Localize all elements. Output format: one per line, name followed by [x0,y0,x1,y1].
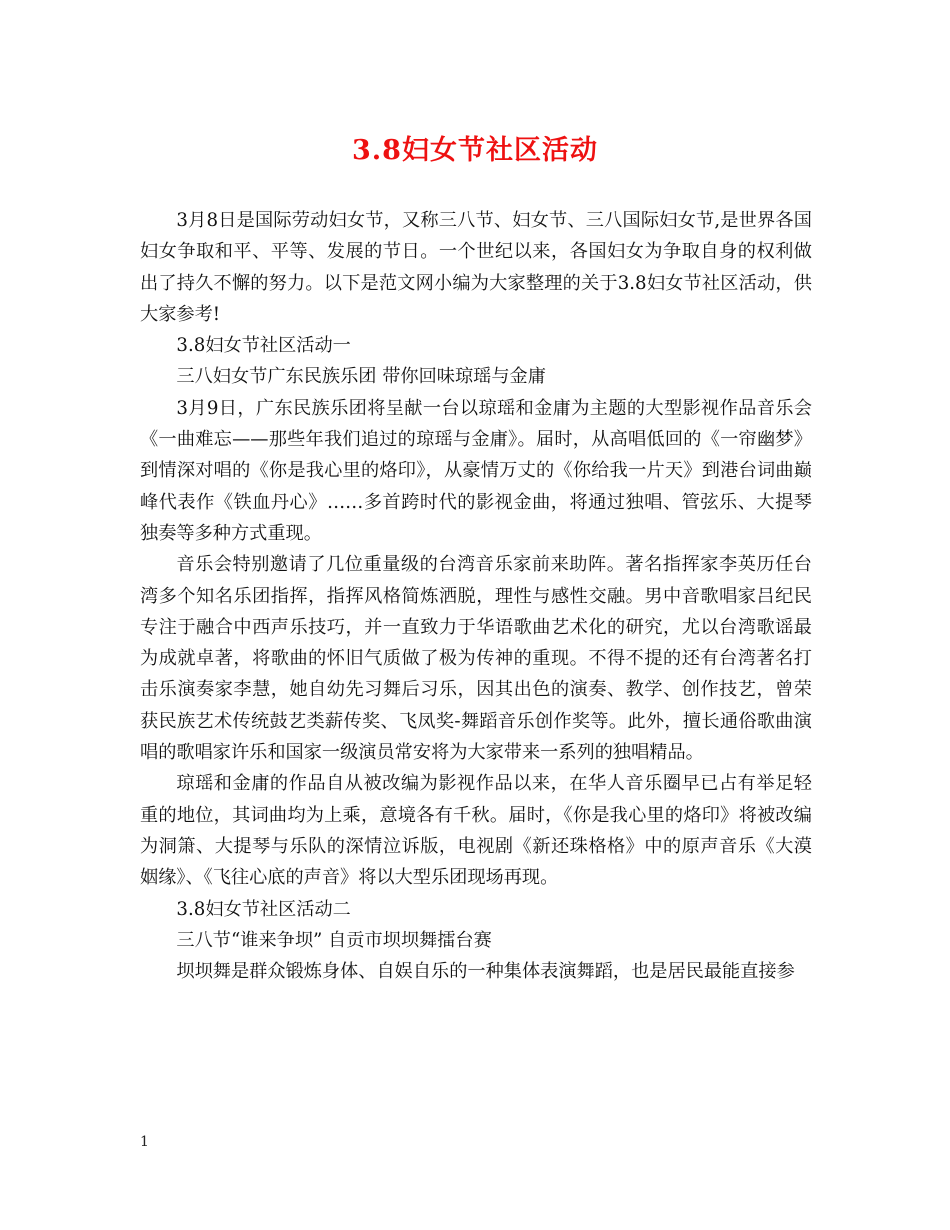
section-heading-2: 3.8妇女节社区活动二 [176,898,351,920]
section-heading-1: 3.8妇女节社区活动一 [176,335,351,357]
paragraph: 3月9日，广东民族乐团将呈献一台以琼瑶和金庸为主题的大型影视作品音乐会《一曲难忘——那些年我们追过的琼瑶与金庸》。届时，从高唱低回的《一帘幽梦》到情深对唱的《你是我心里的烙印》，从豪情万丈的《你给我一片天》到港台词曲巅峰代表作《铁血丹心》……多首跨时代的影视金曲，将通过独唱、管弦乐、大提琴独奏等多种方式重现。 [140,397,812,544]
page-title: 3.8妇女节社区活动 [352,135,598,166]
paragraph: 音乐会特别邀请了几位重量级的台湾音乐家前来助阵。著名指挥家李英历任台湾多个知名乐团指挥，指挥风格简炼洒脱，理性与感性交融。男中音歌唱家吕纪民专注于融合中西声乐技巧，并一直致力于华语歌曲艺术化的研究，尤以台湾歌谣最为成就卓著，将歌曲的怀旧气质做了极为传神的重现。不得不提的还有台湾著名打击乐演奏家李慧，她自幼先习舞后习乐，因其出色的演奏、教学、创作技艺，曾荣获民族艺术传统鼓艺类薪传奖、飞凤奖-舞蹈音乐创作奖等。此外，擅长通俗歌曲演唱的歌唱家许乐和国家一级演员常安将为大家带来一系列的独唱精品。 [140,554,812,764]
page-number: 1 [140,1134,149,1150]
subheading-2: 三八节“谁来争坝” 自贡市坝坝舞擂台赛 [176,929,492,951]
subheading-1: 三八妇女节广东民族乐团 带你回味琼瑶与金庸 [176,366,546,388]
document-body [140,205,812,987]
paragraph: 琼瑶和金庸的作品自从被改编为影视作品以来，在华人音乐圈早已占有举足轻重的地位，其词曲均为上乘，意境各有千秋。届时，《你是我心里的烙印》将被改编为洞箫、大提琴与乐队的深情泣诉版，电视剧《新还珠格格》中的原声音乐《大漠姻缘》、《飞往心底的声音》将以大型乐团现场再现。 [140,773,812,889]
intro-paragraph: 3月8日是国际劳动妇女节，又称三八节、妇女节、三八国际妇女节,是世界各国妇女争取和平、平等、发展的节日。一个世纪以来，各国妇女为争取自身的权利做出了持久不懈的努力。以下是范文网小编为大家整理的关于3.8妇女节社区活动，供大家参考! [140,210,812,325]
paragraph: 坝坝舞是群众锻炼身体、自娱自乐的一种集体表演舞蹈，也是居民最能直接参 [176,961,795,983]
